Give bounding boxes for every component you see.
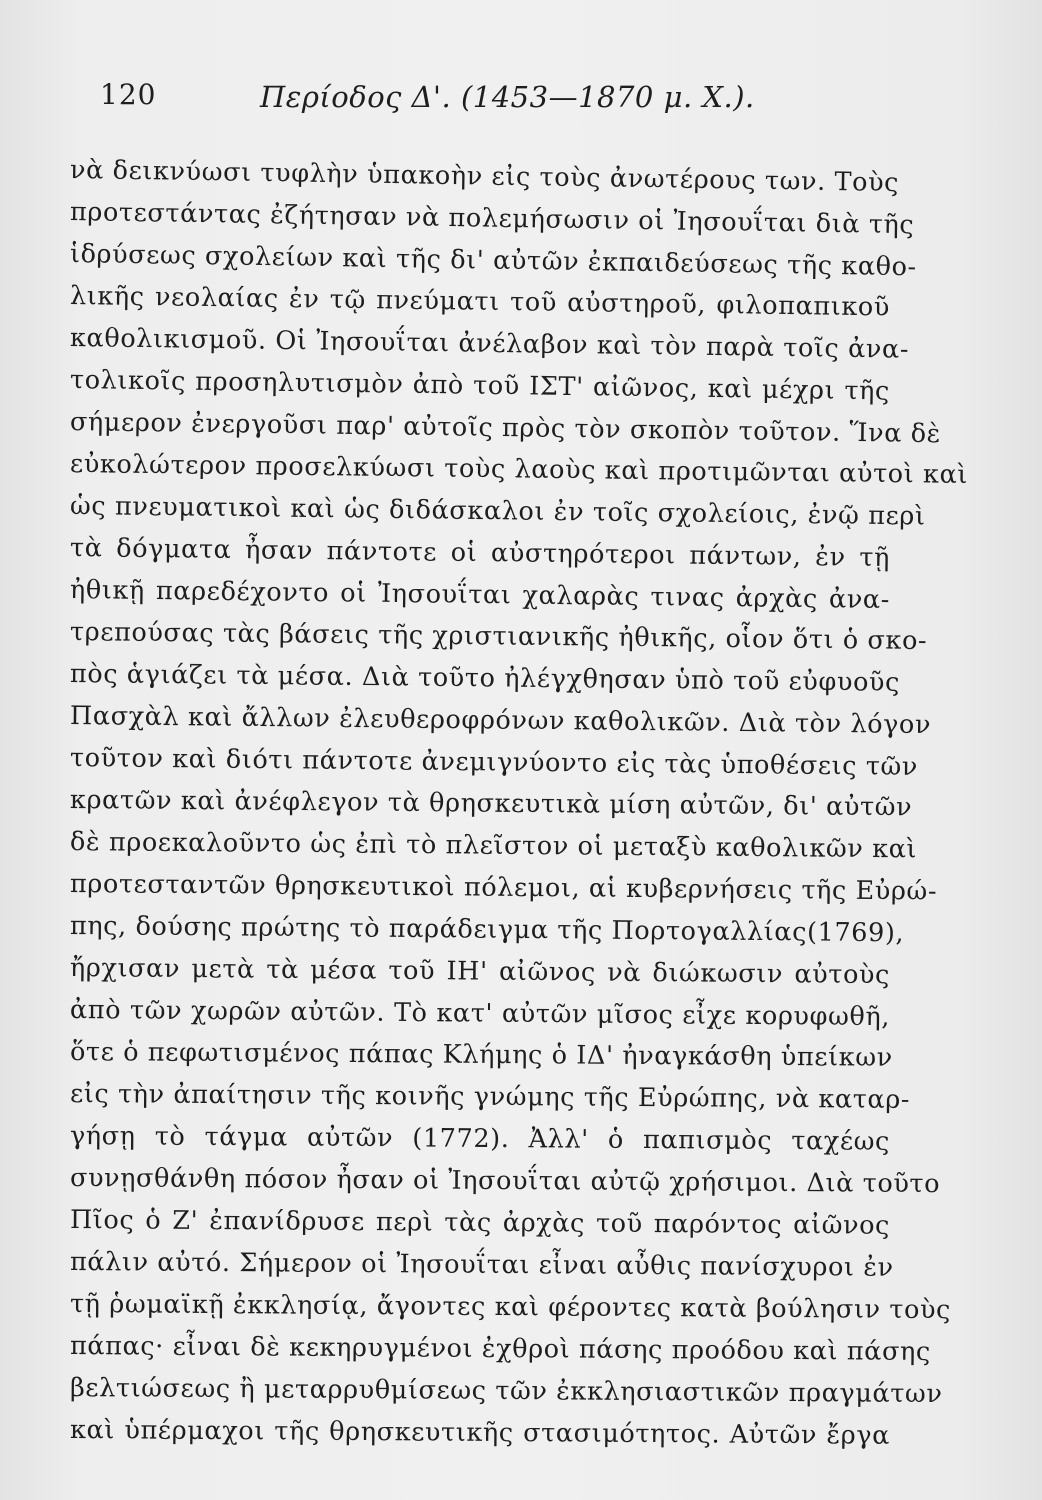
- text-line: Πασχὰλ καὶ ἄλλων ἐλευθεροφρόνων καθολικῶν. Διὰ τὸν λόγον: [69, 701, 932, 741]
- text-line: ἱδρύσεως σχολείων καὶ τῆς δι' αὐτῶν ἐκπαιδεύσεως τῆς καθο-: [69, 239, 918, 283]
- text-line: σήμερον ἐνεργοῦσι παρ' αὐτοῖς πρὸς τὸν σκοπὸν τοῦτον. Ἵνα δὲ: [69, 407, 942, 450]
- text-line: εἰς τὴν ἀπαίτησιν τῆς κοινῆς γνώμης τῆς Εὐρώπης, νὰ καταρ-: [69, 1079, 911, 1115]
- text-line: ἤρχισαν μετὰ τὰ μέσα τοῦ ΙΗ' αἰῶνος νὰ διώκωσιν αὐτοὺς: [69, 953, 891, 991]
- text-line: λικῆς νεολαίας ἐν τῷ πνεύματι τοῦ αὐστηροῦ, φιλοπαπικοῦ: [69, 281, 891, 323]
- text-line: καὶ ὑπέρμαχοι τῆς θρησκευτικῆς στασιμότητος. Αὐτῶν ἔργα: [69, 1415, 891, 1451]
- text-line: πάλιν αὐτό. Σήμερον οἱ Ἰησουΐται εἶναι αὖθις πανίσχυροι ἐν: [69, 1247, 894, 1283]
- text-line: νὰ δεικνύωσι τυφλὴν ὑπακοὴν εἰς τοὺς ἀνωτέρους των. Τοὺς: [69, 155, 900, 199]
- text-line: ἀπὸ τῶν χωρῶν αὐτῶν. Τὸ κατ' αὐτῶν μῖσος εἶχε κορυφωθῆ,: [69, 995, 891, 1033]
- text-line: προτεσταντῶν θρησκευτικοὶ πόλεμοι, αἱ κυβερνήσεις τῆς Εὐρώ-: [69, 869, 938, 907]
- page-header: [70, 78, 890, 128]
- text-line: προτεστάντας ἐζήτησαν νὰ πολεμήσωσιν οἱ Ἰησουΐται διὰ τῆς: [69, 197, 915, 241]
- text-line: πὸς ἁγιάζει τὰ μέσα. Διὰ τοῦτο ἠλέγχθησαν ὑπὸ τοῦ εὐφυοῦς: [69, 659, 901, 698]
- text-line: τολικοῖς προσηλυτισμὸν ἀπὸ τοῦ ΙΣΤ' αἰῶνος, καὶ μέχρι τῆς: [69, 365, 891, 407]
- page-number: 120: [100, 78, 157, 111]
- text-line: συνῃσθάνθη πόσον ἦσαν οἱ Ἰησουΐται αὐτῷ χρήσιμοι. Διὰ τοῦτο: [69, 1163, 941, 1200]
- text-line: βελτιώσεως ἢ μεταρρυθμίσεως τῶν ἐκκλησιαστικῶν πραγμάτων: [69, 1373, 943, 1410]
- text-line: τρεπούσας τὰς βάσεις τῆς χριστιανικῆς ἠθικῆς, οἷον ὅτι ὁ σκο-: [69, 617, 928, 656]
- text-line: κρατῶν καὶ ἀνέφλεγον τὰ θρησκευτικὰ μίση αὐτῶν, δι' αὐτῶν: [69, 785, 913, 823]
- text-line: τῇ ῥωμαϊκῇ ἐκκλησίᾳ, ἄγοντες καὶ φέροντες κατὰ βούλησιν τοὺς: [69, 1289, 952, 1326]
- text-line: καθολικισμοῦ. Οἱ Ἰησουΐται ἀνέλαβον καὶ τὸν παρὰ τοῖς ἀνα-: [69, 323, 910, 365]
- text-line: πάπας· εἶναι δὲ κεκηρυγμένοι ἐχθροὶ πάσης προόδου καὶ πάσης: [69, 1331, 931, 1368]
- text-line: τὰ δόγματα ἦσαν πάντοτε οἱ αὐστηρότεροι πάντων, ἐν τῇ: [69, 533, 891, 574]
- text-line: ἠθικῇ παρεδέχοντο οἱ Ἰησουΐται χαλαρὰς τινας ἀρχὰς ἀνα-: [69, 575, 891, 616]
- text-line: τοῦτον καὶ διότι πάντοτε ἀνεμιγνύοντο εἰς τὰς ὑποθέσεις τῶν: [69, 743, 919, 782]
- text-line: εὐκολώτερον προσελκύωσι τοὺς λαοὺς καὶ προτιμῶνται αὐτοὶ καὶ: [69, 449, 969, 490]
- text-line: γήσῃ τὸ τάγμα αὐτῶν (1772). Ἀλλ' ὁ παπισμὸς ταχέως: [69, 1121, 891, 1157]
- running-head: Περίοδος Δ'. (1453—1870 μ. Χ.).: [260, 80, 755, 114]
- text-line: ὅτε ὁ πεφωτισμένος πάπας Κλήμης ὁ ΙΔ' ἠναγκάσθη ὑπείκων: [69, 1037, 893, 1073]
- text-line: ὡς πνευματικοὶ καὶ ὡς διδάσκαλοι ἐν τοῖς σχολείοις, ἐνῷ περὶ: [69, 491, 926, 532]
- text-line: πης, δούσης πρώτης τὸ παράδειγμα τῆς Πορτογαλλίας(1769),: [69, 911, 905, 949]
- text-line: Πῖος ὁ Ζ' ἐπανίδρυσε περὶ τὰς ἀρχὰς τοῦ παρόντος αἰῶνος: [69, 1205, 891, 1241]
- text-line: δὲ προεκαλοῦντο ὡς ἐπὶ τὸ πλεῖστον οἱ μεταξὺ καθολικῶν καὶ: [69, 827, 918, 865]
- body-text: [69, 150, 969, 1470]
